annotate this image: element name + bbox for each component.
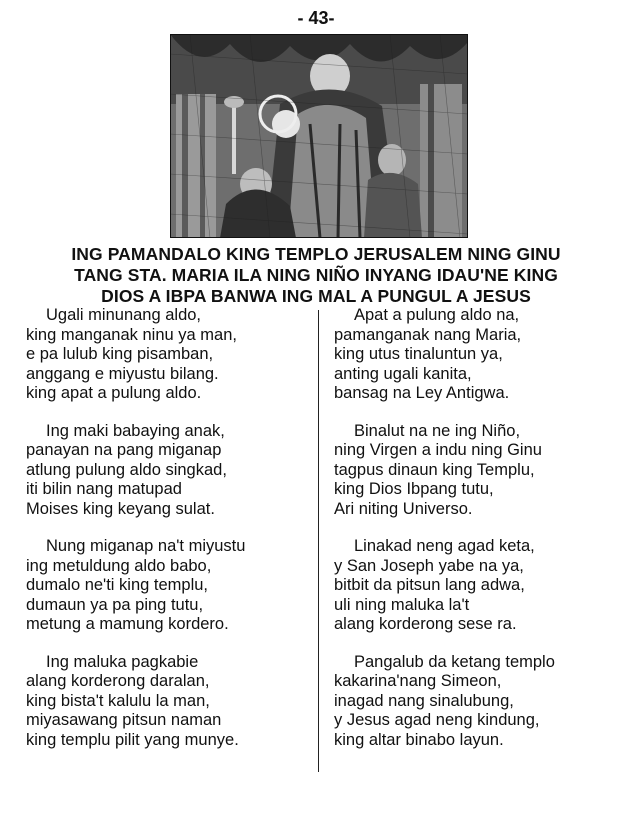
stanza [334,422,624,520]
verse-line: king bista't kalulu la man, [26,691,210,710]
verse-line: alang korderong sese ra. [334,615,517,633]
verse-line: Ari niting Universo. [334,499,473,518]
verse-line: inagad nang sinalubung, [334,691,514,710]
stanza [334,653,624,751]
stanza [26,537,306,635]
verse-line: king apat a pulung aldo. [26,384,202,402]
stanza [26,306,306,404]
verse-line: dumaun ya pa ping tutu, [26,595,204,614]
verse-line: Ugali minunang aldo, [46,306,202,324]
verse-line: panayan na pang miganap [26,441,222,459]
verse-line: metung a mamung kordero. [26,615,229,633]
verse-line: anting ugali kanita, [334,364,472,383]
verse-line: uli ning maluka la't [334,595,470,614]
stanza [26,422,306,520]
verse-line: king manganak ninu ya man, [26,325,237,344]
title-line: DIOS A IBPA BANWA ING MAL A PUNGUL A JESUS [101,286,531,306]
verse-line: atlung pulung aldo singkad, [26,460,227,479]
verse-line: Pangalub da ketang templo [354,652,555,671]
left-column [26,306,306,768]
stanza [334,537,624,635]
verse-line: dumalo ne'ti king templu, [26,576,208,594]
verse-line: Ing maluka pagkabie [46,652,199,671]
verse-line: Nung miganap na't miyustu [46,537,246,555]
presentation-in-temple-illustration [170,34,468,238]
page-number: - 43- [297,8,335,28]
verse-line: alang korderong daralan, [26,672,210,690]
verse-line: ing metuldung aldo babo, [26,556,212,575]
verse-line: Binalut na ne ing Niño, [354,421,521,440]
verse-line: Ing maki babaying anak, [46,421,225,440]
title-line: ING PAMANDALO KING TEMPLO JERUSALEM NING GINU [71,244,561,264]
verse-line: miyasawang pitsun naman [26,711,222,729]
verse-line: iti bilin nang matupad [26,480,182,498]
verse-line: king altar binabo layun. [334,730,504,749]
page-title [20,244,612,307]
verse-line: y San Joseph yabe na ya, [334,556,524,575]
stanza [26,653,306,751]
verse-line: king templu pilit yang munye. [26,730,239,749]
right-column [334,306,624,768]
verse-line: pamanganak nang Maria, [334,325,522,344]
stanza [334,306,624,404]
verse-line: king utus tinaluntun ya, [334,345,503,363]
verse-line: bitbit da pitsun lang adwa, [334,576,525,594]
verse-line: Linakad neng agad keta, [354,537,535,555]
verse-line: kakarina'nang Simeon, [334,672,502,690]
verse-line: bansag na Ley Antigwa. [334,384,510,402]
verse-line: anggang e miyustu bilang. [26,364,219,383]
verse-line: e pa lulub king pisamban, [26,345,214,363]
column-divider [318,310,319,772]
verse-line: Moises king keyang sulat. [26,499,215,518]
verse-line: y Jesus agad neng kindung, [334,711,540,729]
verse-line: Apat a pulung aldo na, [354,306,520,324]
title-line: TANG STA. MARIA ILA NING NIÑO INYANG IDAU'NE KING [74,265,558,285]
verse-line: tagpus dinaun king Templu, [334,460,535,479]
verse-line: king Dios Ibpang tutu, [334,480,494,498]
verse-line: ning Virgen a indu ning Ginu [334,441,542,459]
